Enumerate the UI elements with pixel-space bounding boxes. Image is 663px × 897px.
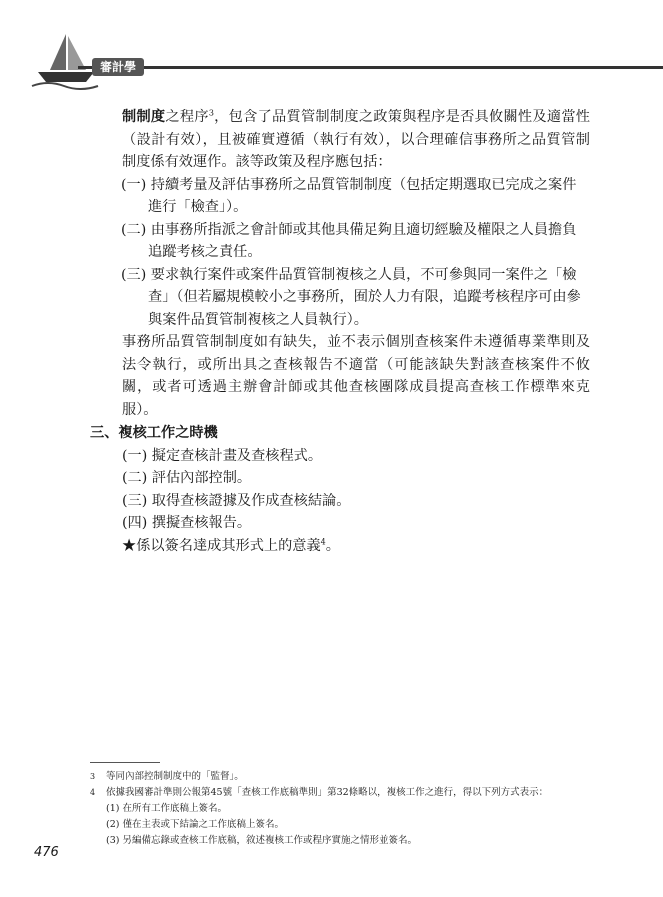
footnote-sub-item: (3) 另編備忘錄或查核工作底稿，敘述複核工作或程序實施之情形並簽名。 [106, 835, 417, 846]
footnote-ref-3: 3 [208, 108, 214, 118]
star-note [90, 535, 590, 558]
intro-bold-term: 制制度 [122, 109, 166, 125]
footnote-sub-item: (1) 在所有工作底稿上簽名。 [106, 803, 227, 814]
main-text [90, 106, 590, 557]
list-item: (三) 要求執行案件或案件品質管制複核之人員，不可參與同一案件之「檢查」（但若屬規模較小之事務所，囿於人力有限，追蹤考核程序可由參與案件品質管制複核之人員執行）。 [121, 266, 581, 328]
sailboat-logo-icon [30, 28, 100, 90]
page-number: 476 [34, 845, 59, 860]
list-item: (二) 評估內部控制。 [122, 470, 252, 486]
footnote-4 [90, 785, 590, 801]
footnote-ref-4: 4 [320, 536, 326, 546]
list-item: (一) 持續考量及評估事務所之品質管制制度（包括定期選取已完成之案件進行「檢查」）。 [121, 176, 577, 215]
intro-paragraph [90, 106, 590, 174]
footnotes [90, 762, 590, 849]
header-rule [78, 66, 663, 69]
section-heading: 三、複核工作之時機 [90, 425, 218, 441]
footnote-sub-item: (2) 僅在主表或下結論之工作底稿上簽名。 [106, 819, 284, 830]
list-item: (三) 取得查核證據及作成查核結論。 [122, 492, 351, 509]
intro-tail: ，包含了品質管制制度之政策與程序是否具攸關性及適當性（設計有效），且被確實遵循（執行有效），以合理確信事務所之品質管制制度係有效運作。該等政策及程序應包括： [122, 109, 590, 170]
footnote-number: 3 [90, 772, 96, 781]
footnote-3 [90, 769, 590, 785]
intro-text: 之程序 [165, 109, 209, 125]
footnote-text: 等同內部控制制度中的「監督」。 [106, 771, 244, 782]
footnote-divider [90, 762, 160, 763]
star-note-text: ★係以簽名達成其形式上的意義 [122, 537, 321, 554]
footnote-number: 4 [90, 788, 96, 797]
header-book-title: 審計學 [92, 58, 144, 76]
star-note-end: 。 [325, 537, 340, 554]
list-item: (二) 由事務所指派之會計師或其他具備足夠且適切經驗及權限之人員擔負追蹤考核之責任。 [121, 221, 577, 260]
closing-paragraph: 事務所品質管制制度如有缺失，並不表示個別查核案件未遵循專業準則及法令執行，或所出具之查核報告不適當（可能該缺失對該查核案件不攸關，或者可透過主辦會計師或其他查核團隊成員提高查核工作標準來克服）。 [122, 334, 590, 418]
list-item: (一) 擬定查核計畫及查核程式。 [122, 447, 323, 464]
list-item: (四) 撰擬查核報告。 [122, 515, 252, 531]
footnote-text: 依據我國審計準則公報第45號「查核工作底稿準則」第32條略以，複核工作之進行，得以下列方式表示： [106, 787, 549, 798]
page-header [0, 0, 663, 90]
